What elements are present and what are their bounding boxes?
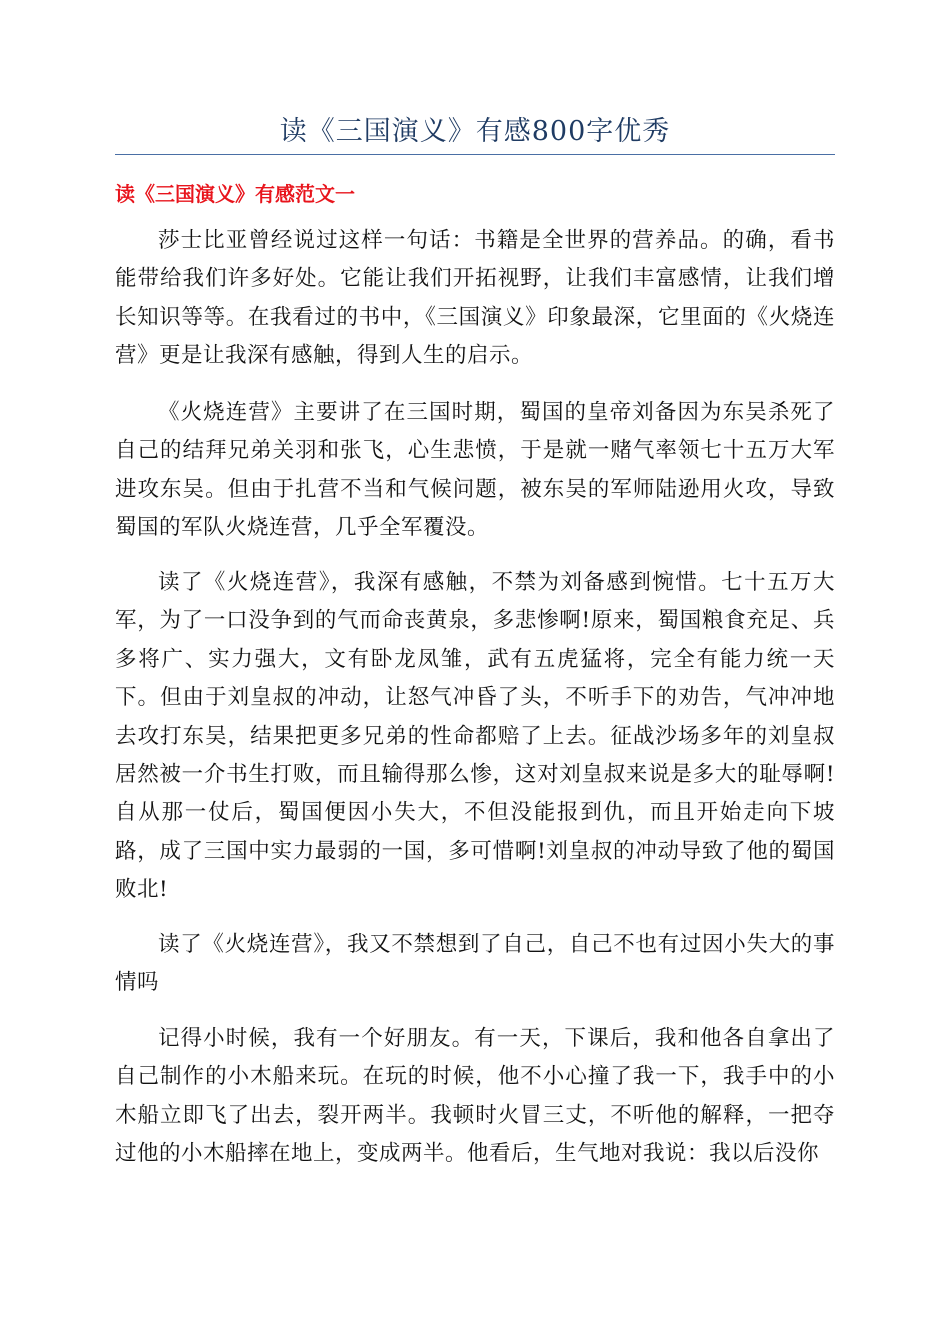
section-heading: 读《三国演义》有感范文一 [115,182,355,206]
document-title: 读《三国演义》有感800字优秀 [279,116,671,147]
title-underline-rule [115,154,835,155]
body-paragraph: 《火烧连营》主要讲了在三国时期，蜀国的皇帝刘备因为东吴杀死了自己的结拜兄弟关羽和张飞，心生悲愤，于是就一赌气率领七十五万大军进攻东吴。但由于扎营不当和气候问题，被东吴的军师陆逊用火攻，导致蜀国的军队火烧连营，几乎全军覆没。 [115,400,835,541]
body-paragraph: 读了《火烧连营》，我又不禁想到了自己，自己不也有过因小失大的事情吗 [115,932,835,996]
body-paragraph: 记得小时候，我有一个好朋友。有一天，下课后，我和他各自拿出了自己制作的小木船来玩。在玩的时候，他不小心撞了我一下，我手中的小木船立即飞了出去，裂开两半。我顿时火冒三丈，不听他的解释，一把夺过他的小木船摔在地上，变成两半。他看后，生气地对我说：我以后没你 [115,1026,835,1167]
body-paragraph: 读了《火烧连营》，我深有感触，不禁为刘备感到惋惜。七十五万大军，为了一口没争到的气而命丧黄泉，多悲惨啊!原来，蜀国粮食充足、兵多将广、实力强大，文有卧龙凤雏，武有五虎猛将，完全有能力统一天下。但由于刘皇叔的冲动，让怒气冲昏了头，不听手下的劝告，气冲冲地去攻打东吴，结果把更多兄弟的性命都赔了上去。征战沙场多年的刘皇叔居然被一介书生打败，而且输得那么惨，这对刘皇叔来说是多大的耻辱啊!自从那一仗后，蜀国便因小失大，不但没能报到仇，而且开始走向下坡路，成了三国中实力最弱的一国，多可惜啊!刘皇叔的冲动导致了他的蜀国败北! [115,570,835,903]
body-paragraph: 莎士比亚曾经说过这样一句话：书籍是全世界的营养品。的确，看书能带给我们许多好处。它能让我们开拓视野，让我们丰富感情，让我们增长知识等等。在我看过的书中，《三国演义》印象最深，它里面的《火烧连营》更是让我深有感触，得到人生的启示。 [115,228,835,369]
